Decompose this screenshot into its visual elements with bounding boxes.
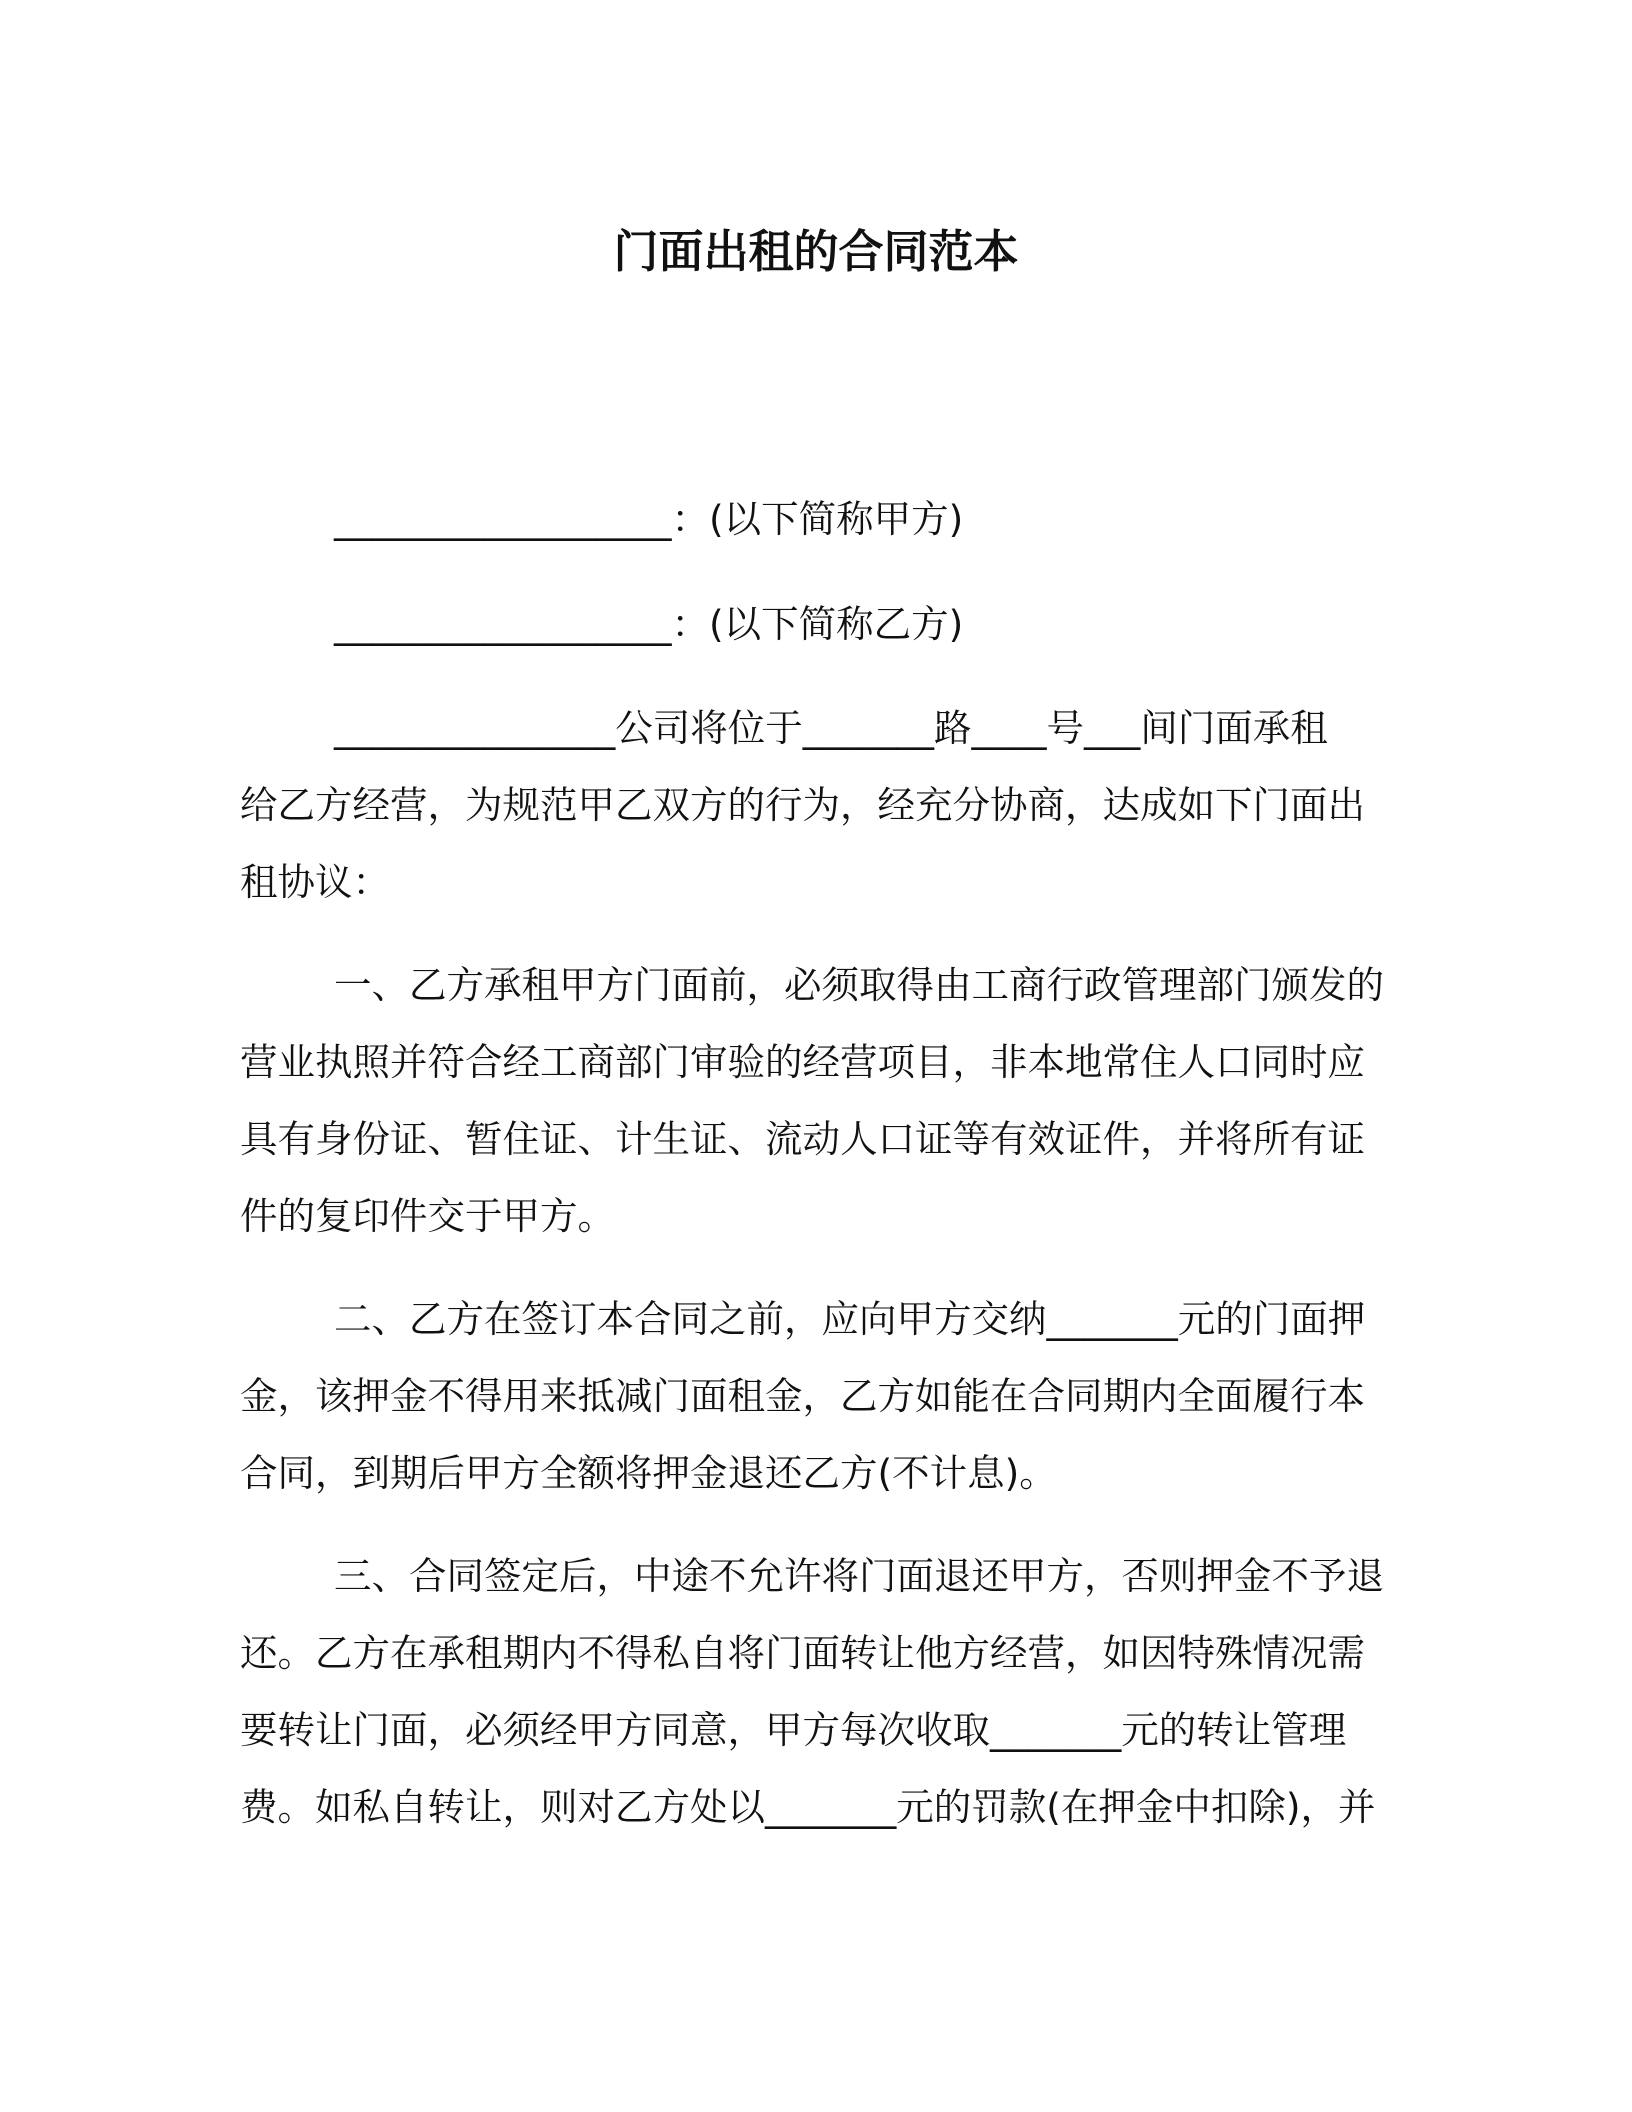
intro-line-3: 租协议： [240,860,390,904]
document-title: 门面出租的合同范本 [613,225,1019,278]
clause-1-line-2: 营业执照并符合经工商部门审验的经营项目，非本地常住人口同时应 [240,1040,1365,1084]
clause-3-line-3: 要转让门面，必须经甲方同意，甲方每次收取_______元的转让管理 [240,1708,1347,1752]
intro-line-2: 给乙方经营，为规范甲乙双方的行为，经充分协商，达成如下门面出 [240,783,1365,827]
clause-3-line-2: 还。乙方在承租期内不得私自将门面转让他方经营，如因特殊情况需 [240,1631,1365,1675]
clause-3-line-1: 三、合同签定后，中途不允许将门面退还甲方，否则押金不予退 [334,1554,1384,1598]
clause-1-line-4: 件的复印件交于甲方。 [240,1194,615,1238]
clause-1-line-3: 具有身份证、暂住证、计生证、流动人口证等有效证件，并将所有证 [240,1117,1365,1161]
clause-2-line-3: 合同，到期后甲方全额将押金退还乙方(不计息)。 [240,1451,1057,1495]
clause-3-line-4: 费。如私自转让，则对乙方处以_______元的罚款(在押金中扣除)，并 [240,1785,1376,1829]
party-a-line: __________________：(以下简称甲方) [334,497,964,541]
clause-1-line-1: 一、乙方承租甲方门面前，必须取得由工商行政管理部门颁发的 [334,963,1384,1007]
intro-line-1: _______________公司将位于_______路____号___间门面承租 [334,706,1328,750]
party-b-line: __________________：(以下简称乙方) [334,602,964,646]
clause-2-line-1: 二、乙方在签订本合同之前，应向甲方交纳_______元的门面押 [334,1297,1366,1341]
clause-2-line-2: 金，该押金不得用来抵减门面租金，乙方如能在合同期内全面履行本 [240,1374,1365,1418]
